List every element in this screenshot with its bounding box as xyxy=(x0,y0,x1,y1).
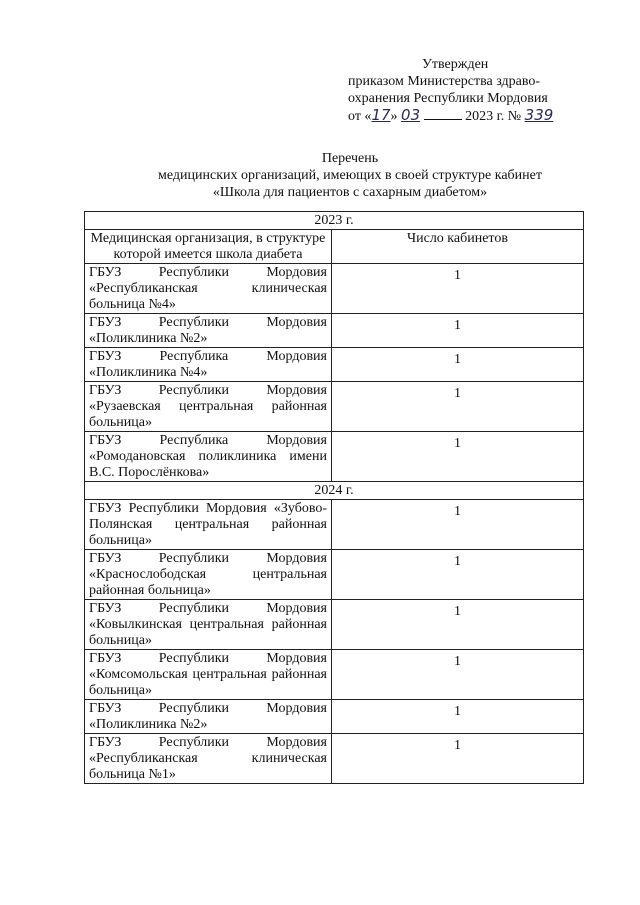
handwritten-day: 17 xyxy=(371,106,391,124)
organization-name: ГБУЗ Республика Мордовия «Поликлиника №4» xyxy=(85,348,332,382)
organization-name: ГБУЗ Республики Мордовия «Зубово-Полянская центральная районная больница» xyxy=(85,500,332,550)
approval-order-line: приказом Министерства здраво- xyxy=(348,74,541,89)
approval-block xyxy=(348,56,588,125)
handwritten-order-number: 339 xyxy=(524,106,554,124)
year-label: 2023 г. xyxy=(85,212,584,230)
title-subtitle: медицинских организаций, имеющих в своей структуре кабинет xyxy=(158,168,542,183)
cabinet-count: 1 xyxy=(332,432,584,482)
document-title xyxy=(100,150,600,201)
cabinet-count: 1 xyxy=(332,650,584,700)
year-row xyxy=(85,482,584,500)
table-row xyxy=(85,600,584,650)
organization-name: ГБУЗ Республики Мордовия «Республиканская клиническая больница №1» xyxy=(85,734,332,784)
organization-name: ГБУЗ Республика Мордовия «Ромодановская поликлиника имени В.С. Порослёнкова» xyxy=(85,432,332,482)
year-row xyxy=(85,212,584,230)
cabinet-count: 1 xyxy=(332,600,584,650)
table-row xyxy=(85,432,584,482)
organization-name: ГБУЗ Республики Мордовия «Комсомольская центральная районная больница» xyxy=(85,650,332,700)
table-header-row xyxy=(85,230,584,264)
approval-ministry-line: охранения Республики Мордовия xyxy=(348,91,548,106)
organizations-table xyxy=(84,211,584,784)
handwritten-month: 03 xyxy=(401,106,421,124)
year-text: 2023 г. № xyxy=(465,109,522,124)
table-row xyxy=(85,650,584,700)
organization-name: ГБУЗ Республики Мордовия «Рузаевская центральная районная больница» xyxy=(85,382,332,432)
table-row xyxy=(85,348,584,382)
organization-name: ГБУЗ Республики Мордовия «Ковылкинская центральная районная больница» xyxy=(85,600,332,650)
title-heading: Перечень xyxy=(321,151,379,166)
cabinet-count: 1 xyxy=(332,734,584,784)
date-prefix: от « xyxy=(348,109,372,124)
table-row xyxy=(85,382,584,432)
table-row xyxy=(85,500,584,550)
cabinet-count: 1 xyxy=(332,500,584,550)
table-row xyxy=(85,550,584,600)
title-program-name: «Школа для пациентов с сахарным диабетом» xyxy=(212,185,488,200)
cabinet-count: 1 xyxy=(332,700,584,734)
approval-date-line xyxy=(348,107,588,125)
cabinet-count: 1 xyxy=(332,382,584,432)
organization-name: ГБУЗ Республики Мордовия «Поликлиника №2» xyxy=(85,700,332,734)
header-organization: Медицинская организация, в структуре которой имеется школа диабета xyxy=(85,230,332,264)
cabinet-count: 1 xyxy=(332,348,584,382)
cabinet-count: 1 xyxy=(332,550,584,600)
organization-name: ГБУЗ Республики Мордовия «Поликлиника №2» xyxy=(85,314,332,348)
table-row xyxy=(85,734,584,784)
organization-name: ГБУЗ Республики Мордовия «Краснослободская центральная районная больница» xyxy=(85,550,332,600)
table-row xyxy=(85,264,584,314)
approval-heading: Утвержден xyxy=(422,57,489,72)
cabinet-count: 1 xyxy=(332,314,584,348)
organizations-table-body xyxy=(85,212,584,784)
year-label: 2024 г. xyxy=(85,482,584,500)
organization-name: ГБУЗ Республики Мордовия «Республиканская клиническая больница №4» xyxy=(85,264,332,314)
cabinet-count: 1 xyxy=(332,264,584,314)
table-row xyxy=(85,700,584,734)
date-underline xyxy=(424,107,462,120)
header-count: Число кабинетов xyxy=(332,230,584,264)
date-mid: » xyxy=(390,109,398,124)
table-row xyxy=(85,314,584,348)
